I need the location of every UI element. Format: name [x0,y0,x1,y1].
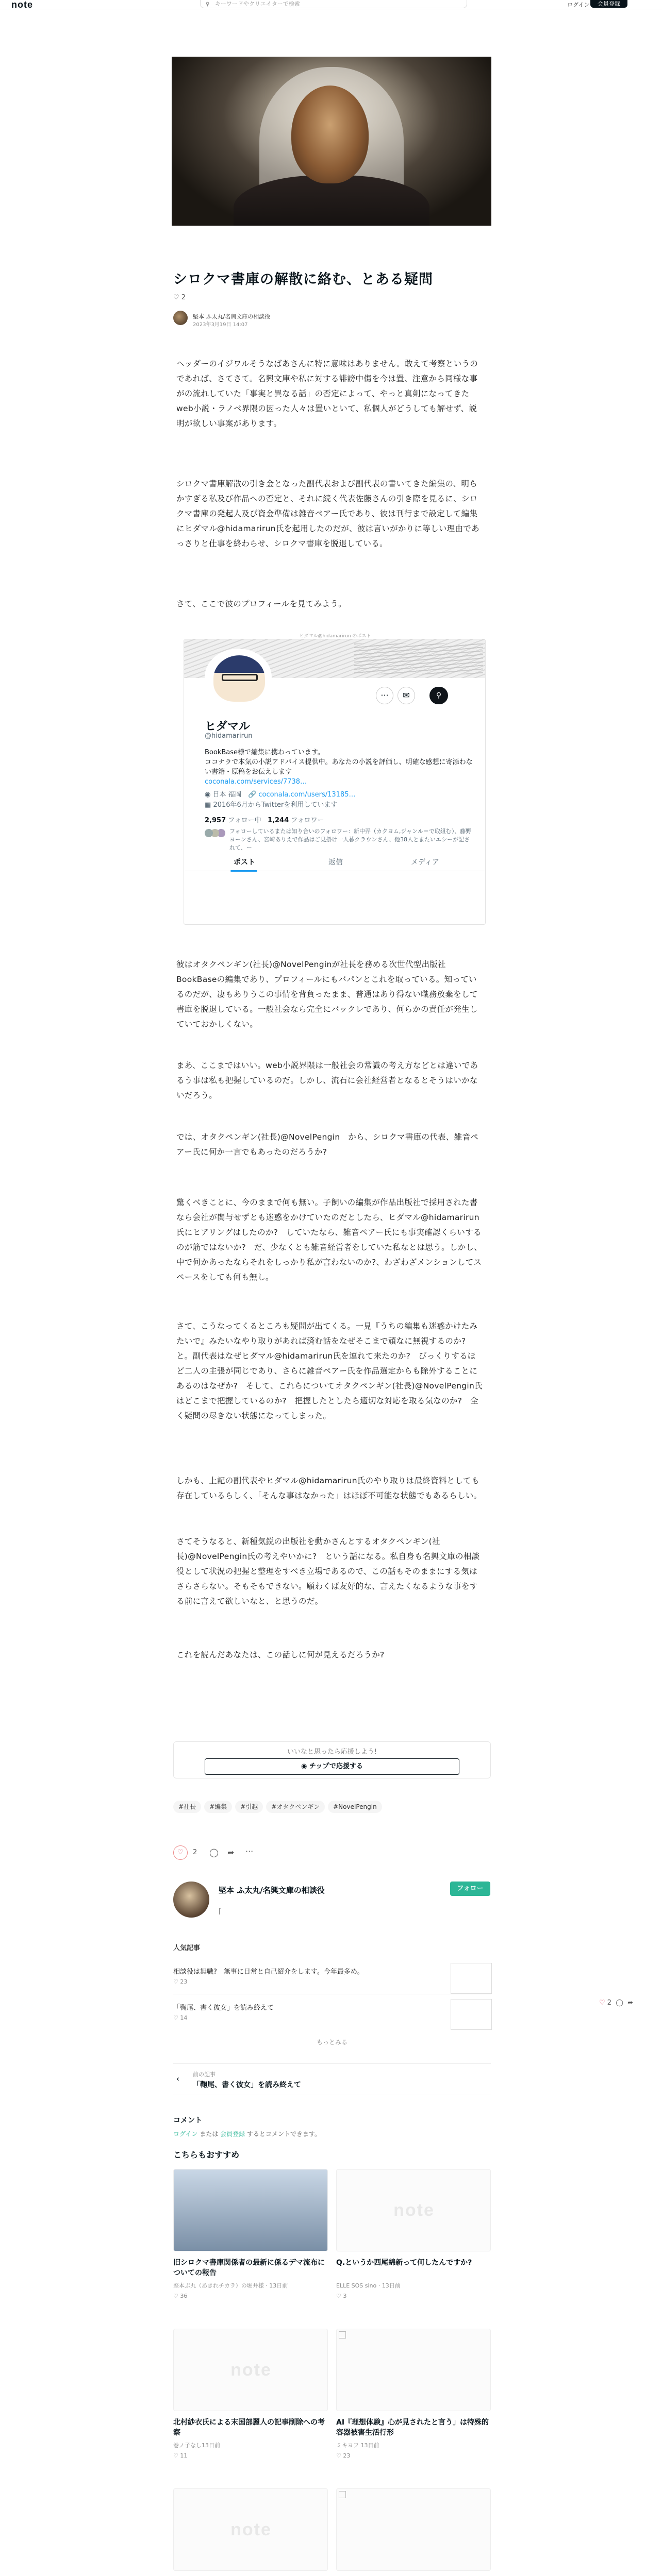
tip-button[interactable] [205,1758,459,1775]
card-image [173,2329,328,2411]
card-image [336,2169,491,2251]
profile-bio [205,748,473,787]
tip-button-label: チップで応援する [309,1762,363,1770]
embedded-profile-card[interactable] [184,634,486,925]
mutual-followers[interactable] [205,827,473,852]
card-likes: ♡ 3 [336,2293,347,2299]
author-name[interactable]: 堅本 ふ太丸/名興文庫の相談役 [193,313,271,320]
paragraph: さて、ここで彼のプロフィールを見てみよう。 [176,599,346,608]
header-image [172,57,491,226]
previous-article[interactable] [173,2063,491,2094]
article-likes-count: 2 [181,294,186,301]
search-placeholder: キーワードやクリエイターで検索 [215,1,300,7]
following-label[interactable]: フォロー中 [228,817,261,824]
card-likes: ♡ 23 [336,2452,351,2459]
float-like-count: 2 [607,1999,612,2007]
tab-replies[interactable]: 返信 [328,858,343,867]
paragraph: 彼はオタクペンギン(社長)@NovelPenginが社長を務める次世代型出版社BookBaseの編集であり、プロフィールにもバパンとこれを取っている。知っているのだが、凄もありうこの事情を背負ったまま、普通はあり得ない職務放棄をして書庫を脱退している。一般社会なら完全にバックレであり、何らかの責任が発生していておかしくない。 [176,960,478,1029]
global-header [0,0,662,9]
card-title: Q.というか西尾綿新って何したんですか? [336,2259,472,2267]
card-author: ミキヨフ 13日前 [336,2442,379,2449]
profile-location: 日本 福岡 [212,791,242,799]
tab-posts[interactable]: ポスト [234,858,255,867]
follow-button[interactable]: フォロー [450,1882,490,1896]
profile-meta [205,790,473,810]
paragraph: これを読んだあなたは、この話しに何が見えるだろうか? [176,1650,385,1659]
login-link[interactable]: ログイン [567,2,590,8]
share-icon[interactable]: ➦ [227,1848,235,1857]
support-text: いいなと思ったら応援しよう! [287,1748,377,1756]
banner-handwriting [354,643,483,674]
paragraph: さて、こうなってくるところも疑問が出てくる。一見『うちの編集も迷惑かけたみたいで』みたいなやり取りがあれば済む話をなぜそこまで頑なに無視するのか? と。副代表はなぜヒダマル@hidamarirun氏を連れて来たのか? びっくりするほど二人の主張が同じであり、さらに雑音ペアー氏を作品選定からも除外することにあるのはなぜか? そして、これらについてオタクペンギン(社長)@NovelPengin氏はどこまで把握しているのか? 把握したとしたら適切な対応を取る気なのか? 全く疑問の尽きない状態になってしまった。 [176,1321,483,1420]
float-like-icon[interactable]: ♡ [599,1999,605,2007]
card-image [173,2169,328,2251]
paragraph: しかも、上記の副代表やヒダマル@hidamarirun氏のやり取りは最終資料としても存在しているらしく、「そんな事はなかった」はほぼ不可能な状態でもあるらしい。 [176,1476,482,1500]
notify-icon[interactable]: ✉ [398,687,415,704]
card-image [336,2488,491,2571]
support-box [173,1741,491,1778]
float-comment-icon[interactable]: ◯ [616,1999,623,2007]
profile-stats [205,815,324,824]
like-count: 2 [193,1849,197,1856]
comment-login-link[interactable]: ログイン [173,2130,198,2138]
tag[interactable]: #社長 [173,1801,201,1813]
tag[interactable]: #編集 [204,1801,232,1813]
paragraph: 驚くべきことに、今のままで何も無い。子飼いの編集が作品出版社で採用された書なら会社が関与せずとも迷惑をかけていたのだとしたら、ヒダマル@hidamarirun氏にヒアリングはしたのか? していたなら、雑音ペアー氏にも事実確認くらいするのが筋ではないか? だ、少なくとも雑音経営者をしていた私なとは思う。しかし、中で何かあったならそれをしっかり私が言わないのか?、わざわざメンションしてスペースをしても何も無し。 [176,1198,483,1282]
paragraph: シロクマ書庫解散の引き金となった副代表および副代表の書いてきた編集の、明らかすぎる私及び作品への否定と、それに続く代表佐藤さんの引き際を見るに、シロクマ書庫の発起人及び資金準備は雑音ペアー氏であり、彼は刊行まで設定して編集にヒダマル@hidamarirun氏を起用したのだが、彼は言いがかりに等しい理由であっさりと仕事を終わらせ、シロクマ書庫を脱退している。 [176,479,479,548]
publish-date: 2023年3月19日 14:07 [193,322,248,328]
comment-icon[interactable]: ◯ [209,1848,219,1857]
popular-title: 人気記事 [173,1944,201,1952]
tip-icon: ◉ [301,1762,307,1770]
signup-button[interactable]: 会員登録 [590,0,627,8]
rss-icon[interactable]: ⌈ [219,1907,222,1916]
hero-face [291,86,369,183]
popular-item-title[interactable]: 「鞠尾、書く彼女」を読み終えて [173,2004,274,2012]
profile-handle: @hidamarirun [205,732,253,740]
card-author: 巻ノ子なし13日前 [173,2442,220,2449]
embed-caption: ヒダマル@hidamarirun のポスト [299,634,371,639]
paragraph: ヘッダーのイジワルそうなばあさんに特に意味はありません。敢えて考察というのであれば、さてさて。名興文庫や私に対する誹謗中傷を今は置、注意から同様な事がの流れしていた「事実と異なる話」の否定によって、やっと真剣になってきたweb小説・ラノベ界隈の因った人々は置いといて、私個人がどうしても解せず、説明が欲しい事案があります。 [176,359,478,428]
popular-item-likes: ♡ 14 [173,2014,188,2021]
chevron-left-icon: ‹ [176,2074,179,2083]
author-avatar[interactable] [173,311,188,325]
mutual-avatars [205,828,225,838]
popular-item-title[interactable]: 相談役は無職? 無事に日常と自己紹介をします。今年最多め。 [173,1968,364,1976]
tag[interactable]: #オタクペンギン [266,1801,325,1813]
profile-tabs [184,851,485,871]
article-likes[interactable]: ♡ 2 [173,294,186,301]
mutual-text: フォローしているまたは知り合いのフォロワー：新中弄（カクヨム,ジャンル＝で取組む）、藤野ヨーンさん、宮崎ありえで作品はご見掛け一人暮クラウンさん、他38人とまたいエシーが記されて、ー [229,828,472,851]
search-profile-icon[interactable]: ⚲ [429,687,448,704]
author-box [173,1882,491,1933]
card-image [336,2329,491,2411]
tag[interactable]: #引越 [235,1801,263,1813]
card-author: ELLE SOS sino · 13日前 [336,2282,401,2289]
following-count: 2,957 [205,817,226,824]
paragraph: さてそうなると、新種気鋭の出版社を動かさんとするオタクペンギン(社長)@NovelPengin氏の考えやいかに? という話になる。私自身も名興文庫の相談役として状況の把握と整理をすべき立場であるので、この話もそのままにする気はさらさらない。そもそもできない。願わくば友好的な、言えたくなるような事をする前に言えて欲しいなと、と思うのだ。 [176,1537,480,1606]
bio-line: BookBase様で編集に携わっています。 [205,749,324,756]
popular-item-likes: ♡ 23 [173,1978,188,1985]
card-likes: ♡ 11 [173,2452,188,2459]
active-tab-indicator [230,870,257,872]
followers-label[interactable]: フォロワー [291,817,324,824]
comments-prompt: ログイン または 会員登録 するとコメントできます。 [173,2130,321,2138]
bio-link[interactable]: coconala.com/services/7738… [205,778,307,786]
profile-site[interactable]: coconala.com/users/13185… [258,791,356,799]
tag-list [173,1801,385,1814]
bio-line: ココナラで本気の小説アドバイス提供中。あなたの小説を評価し、明確な感想に寄添わない書籍・原稿をお伝えします [205,758,473,776]
calendar-icon: ▦ [205,801,211,809]
card-author: 堅本ぷ丸（あきれチカラ）の堀井様 · 13日前 [173,2282,288,2289]
comment-signup-link[interactable]: 会員登録 [220,2130,245,2138]
recommend-title: こちらもおすすめ [173,2150,240,2160]
note-logo[interactable]: note [11,0,33,10]
float-share-icon[interactable]: ➦ [627,1999,634,2007]
previous-title: 「鞠尾、書く彼女」を読み終えて [193,2081,301,2089]
comments-title: コメント [173,2116,202,2125]
card-title: AI『理想体験』心が見されたと言う」は特殊的容器被害生活行形 [336,2418,489,2437]
card-title: 北村紗衣氏による末国部麗人の記事削除への考察 [173,2418,325,2437]
floating-actions [599,1999,633,2007]
card-likes: ♡ 36 [173,2293,188,2299]
followers-count: 1,244 [268,817,289,824]
popular-item-thumbnail[interactable] [451,1999,492,2030]
like-icon[interactable]: ♡ [173,1845,188,1860]
card-image [173,2488,328,2571]
paragraph: まあ、ここまではいい。web小説界隈は一般社会の常識の考え方などとは違いであるう事は私も把握しているのだ。しかし、流石に会社経営者となるとそうはいかないだろう。 [176,1061,478,1100]
popular-articles [173,1942,491,2021]
popular-item-thumbnail[interactable] [451,1963,492,1994]
comments-section [173,2115,491,2138]
author-box-name[interactable]: 堅本 ふ太丸/名興文庫の相談役 [219,1886,325,1895]
profile-avatar [205,649,272,705]
paragraph: では、オタクペンギン(社長)@NovelPengin から、シロクマ書庫の代表、雑音ペアー氏に何か一言でもあったのだろうか? [176,1132,479,1157]
link-icon: 🔗 [248,791,257,799]
more-icon[interactable]: ··· [376,687,393,704]
more-icon[interactable]: ··· [245,1846,254,1856]
article-title: シロクマ書庫の解散に絡む、とある疑問 [173,272,433,287]
location-icon: ◉ [205,791,211,799]
search-input[interactable] [200,0,467,8]
previous-label: 前の記事 [193,2071,216,2078]
tag[interactable]: #NovelPengin [328,1801,382,1813]
card-title: 旧シロクマ書庫関係者の最新に係るデマ流布についての報告 [173,2259,325,2277]
tab-media[interactable]: メディア [411,858,439,867]
author-box-avatar[interactable] [173,1882,209,1918]
profile-joined: 2016年6月からTwitterを利用しています [213,801,338,809]
search-icon: ⚲ [206,2,210,7]
profile-name: ヒダマル [205,720,251,733]
more-link[interactable]: もっとみる [316,2039,347,2046]
